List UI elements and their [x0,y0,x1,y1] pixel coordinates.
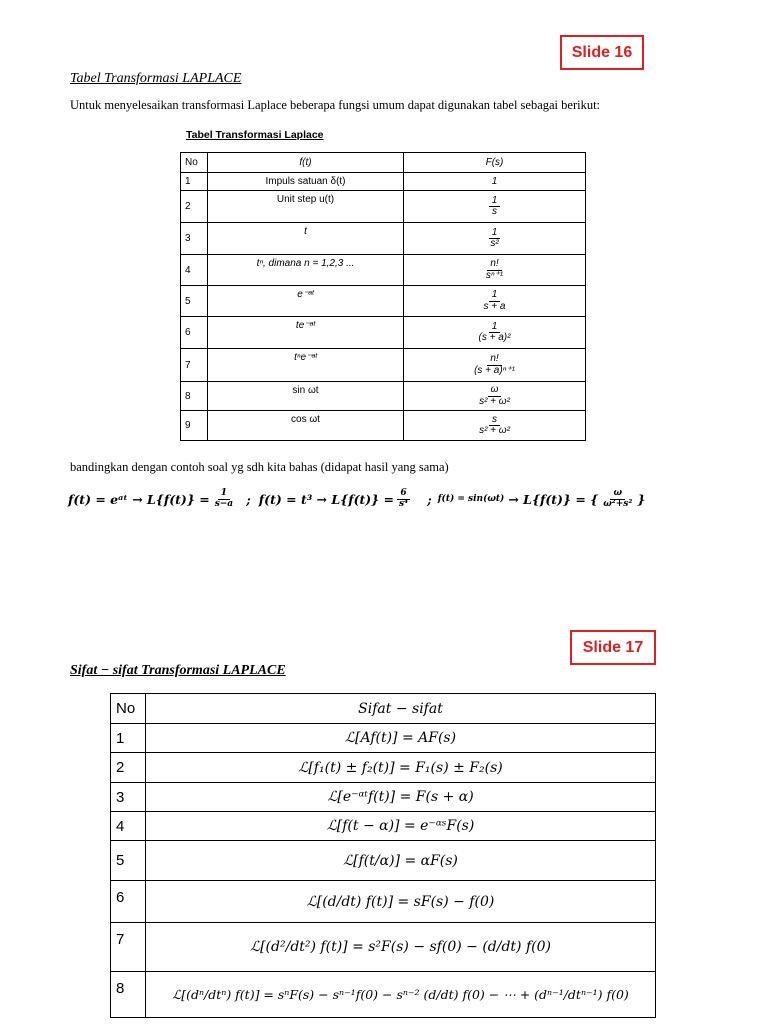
row-no: 5 [181,286,208,317]
row-prop: ℒ[Af(t)] = AF(s) [146,724,656,753]
row-fs [404,411,586,441]
header-prop: Sifat − sifat [146,694,656,724]
row-no: 6 [111,881,146,923]
row-prop: ℒ[f₁(t) ± f₂(t)] = F₁(s) ± F₂(s) [146,753,656,783]
example-formula-line [68,484,678,514]
header-no: No [181,153,208,173]
row-fs [404,286,586,317]
table-row [181,223,586,255]
formula-3-den: ω²+s² [603,498,633,509]
row-ft: cos ωt [208,411,404,441]
row-no: 1 [181,173,208,191]
row-no: 4 [111,812,146,841]
table-caption: Tabel Transformasi Laplace [186,129,324,141]
formula-1-lhs: f(t) = eᵃᵗ → L{f(t)} = [68,491,210,507]
row-fs [404,317,586,349]
compare-paragraph: bandingkan dengan contoh soal yg sdh kita bahas (didapat hasil yang sama) [70,460,449,474]
table-row [111,972,656,1018]
table-row [111,724,656,753]
row-ft: Unit step u(t) [208,191,404,223]
laplace-table-title: Tabel Transformasi LAPLACE [70,71,242,86]
table-row [111,923,656,972]
laplace-properties-table [110,693,656,1018]
slide-16-badge: Slide 16 [560,35,644,70]
table-row [181,349,586,382]
row-no: 9 [181,411,208,441]
row-no: 1 [111,724,146,753]
formula-2-fraction [396,489,411,509]
row-no: 3 [111,783,146,812]
row-fs [404,191,586,223]
row-no: 5 [111,841,146,881]
formula-3-small: f(t) = sin(ωt) [437,494,505,504]
formula-1-fraction [212,489,236,509]
row-no: 4 [181,255,208,286]
formula-3-close: } [637,491,646,507]
table-row [181,382,586,411]
fs-numerator: n! [487,354,501,366]
table-row [111,841,656,881]
table-row [111,881,656,923]
fs-numerator: 1 [489,196,501,208]
row-no: 7 [181,349,208,382]
row-ft: Impuls satuan δ(t) [208,173,404,191]
row-ft: tⁿe⁻ᵃᵗ [208,349,404,382]
formula-3-lhs: → L{f(t)} = { [508,491,599,507]
table-row [111,812,656,841]
table-row [181,411,586,441]
slide-17-badge: Slide 17 [570,630,656,665]
fs-numerator: ω [488,385,502,397]
row-ft: tⁿ, dimana n = 1,2,3 ... [208,255,404,286]
row-prop: ℒ[e⁻ᵅᵗf(t)] = F(s + α) [146,783,656,812]
row-prop: ℒ[(dⁿ/dtⁿ) f(t)] = sⁿF(s) − sⁿ⁻¹f(0) − sⁿ⁻² (d/dt) f(0) − ⋯ + (dⁿ⁻¹/dtⁿ⁻¹) f(0) [146,972,656,1018]
table-row [181,286,586,317]
row-prop: ℒ[f(t/α)] = αF(s) [146,841,656,881]
row-fs [404,223,586,255]
properties-title: Sifat − sifat Transformasi LAPLACE [70,663,286,678]
row-fs [404,349,586,382]
table-row [111,783,656,812]
table-row [181,191,586,223]
table-header-row [111,694,656,724]
fs-denominator: s² + ω² [479,425,510,436]
fs-numerator: 1 [489,322,501,334]
fs-denominator: s + a [483,300,506,312]
fs-denominator: s [492,206,497,217]
row-fs [404,382,586,411]
row-ft: sin ωt [208,382,404,411]
row-no: 6 [181,317,208,349]
formula-separator: ; [427,491,432,507]
row-no: 7 [111,923,146,972]
row-no: 2 [181,191,208,223]
formula-2-num: 6 [397,489,409,499]
row-prop: ℒ[(d/dt) f(t)] = sF(s) − f(0) [146,881,656,923]
fs-numerator: 1 [489,228,501,240]
formula-1-num: 1 [218,489,230,499]
formula-2-lhs: f(t) = t³ → L{f(t)} = [258,491,395,507]
fs-denominator: s² + ω² [479,395,510,407]
row-fs [404,255,586,286]
row-no: 8 [181,382,208,411]
fs-numerator: 1 [489,290,501,302]
formula-separator: ; [246,491,251,507]
row-prop: ℒ[f(t − α)] = e⁻ᵅˢF(s) [146,812,656,841]
header-ft: f(t) [208,153,404,173]
formula-1-den: s−a [214,498,234,509]
row-prop: ℒ[(d²/dt²) f(t)] = s²F(s) − sf(0) − (d/dt) f(0) [146,923,656,972]
formula-2-den: s⁴ [399,498,409,509]
row-no: 3 [181,223,208,255]
fs-numerator: s [489,415,500,427]
formula-3-num: ω [610,489,625,499]
intro-paragraph: Untuk menyelesaikan transformasi Laplace beberapa fungsi umum dapat digunakan tabel sebagai berikut: [70,98,601,112]
header-no: No [111,694,146,724]
fs-denominator: s² [490,238,499,249]
laplace-transform-table [180,152,586,441]
row-no: 8 [111,972,146,1018]
row-ft: te⁻ᵃᵗ [208,317,404,349]
fs-denominator: (s + a)² [478,332,511,343]
row-ft: t [208,223,404,255]
table-row [181,255,586,286]
table-row [181,173,586,191]
table-row [111,753,656,783]
header-fs: F(s) [404,153,586,173]
row-no: 2 [111,753,146,783]
formula-3-fraction [600,489,635,509]
fs-numerator: n! [487,259,501,271]
row-ft: e⁻ᵃᵗ [208,286,404,317]
table-row [181,317,586,349]
table-header-row [181,153,586,173]
fs-denominator: sⁿ⁺¹ [485,269,504,281]
row-fs: 1 [404,173,586,191]
fs-denominator: (s + a)ⁿ⁺¹ [474,364,515,376]
